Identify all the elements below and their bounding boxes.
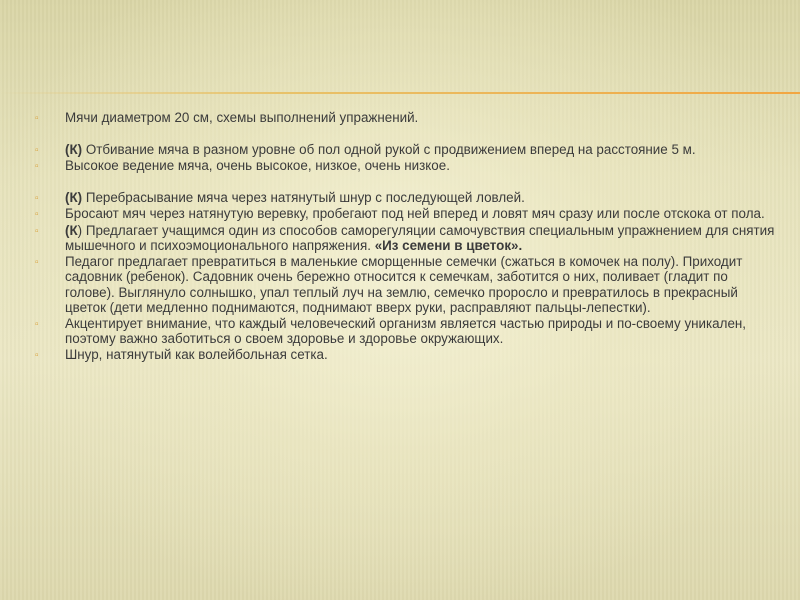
list-item: [35, 158, 775, 175]
list-item: [35, 142, 775, 159]
bullet-icon: ▫: [35, 318, 39, 330]
bullet-icon: ▫: [35, 209, 39, 220]
bullet-icon: ▫: [35, 161, 39, 172]
exercise-title: «Из семени в цветок».: [374, 238, 523, 253]
list-item: [35, 254, 775, 316]
item-text: ) Предлагает учащимся один из способов саморегуляции самочувствия специальным упражнением для снятия мышечного и психоэмоционального напряжения.: [65, 222, 775, 253]
bullet-icon: ▫: [35, 144, 39, 156]
bullet-icon: ▫: [35, 113, 39, 124]
item-text: Высокое ведение мяча, очень высокое, низкое, очень низкое.: [65, 158, 450, 173]
list-item: [35, 110, 775, 127]
item-marker: (К): [65, 189, 83, 205]
bullet-list: [35, 110, 775, 363]
list-item: [35, 347, 775, 364]
bullet-icon: ▫: [35, 256, 39, 268]
bullet-icon: ▫: [35, 349, 39, 361]
item-marker: (К): [65, 141, 83, 157]
item-text: Мячи диаметром 20 см, схемы выполнений упражнений.: [65, 110, 419, 125]
item-text: Перебрасывание мяча через натянутый шнур с последующей ловлей.: [82, 189, 525, 205]
bullet-icon: ▫: [35, 192, 39, 204]
item-text: Педагог предлагает превратиться в маленькие сморщенные семечки (сжаться в комочек на полу). Приходит садовник (ребенок). Садовник очень бережно относится к семечкам, заботится о них, поливает (гладит по голове). Выглянуло солнышко, упал теплый луч на землю, семечко проросло и превратилось в прекрасный цветок (дети медленно поднимаются, поднимают вверх руки, расправляют пальцы-лепестки).: [65, 253, 743, 315]
item-marker: (К: [65, 222, 78, 238]
item-text: Бросают мяч через натянутую веревку, пробегают под ней вперед и ловят мяч сразу или после отскока от пола.: [65, 206, 765, 221]
list-item: [35, 316, 775, 347]
item-text: Акцентирует внимание, что каждый человеческий организм является частью природы и по-своему уникален, поэтому важно заботиться о своем здоровье и здоровье окружающих.: [65, 315, 747, 346]
item-text: Шнур, натянутый как волейбольная сетка.: [65, 346, 328, 362]
list-item: [35, 223, 775, 254]
bullet-icon: ▫: [35, 225, 39, 237]
item-text: Отбивание мяча в разном уровне об пол одной рукой с продвижением вперед на расстояние 5 м.: [82, 141, 696, 157]
accent-line: [0, 92, 800, 94]
list-item: [35, 190, 775, 207]
list-item: [35, 206, 775, 223]
